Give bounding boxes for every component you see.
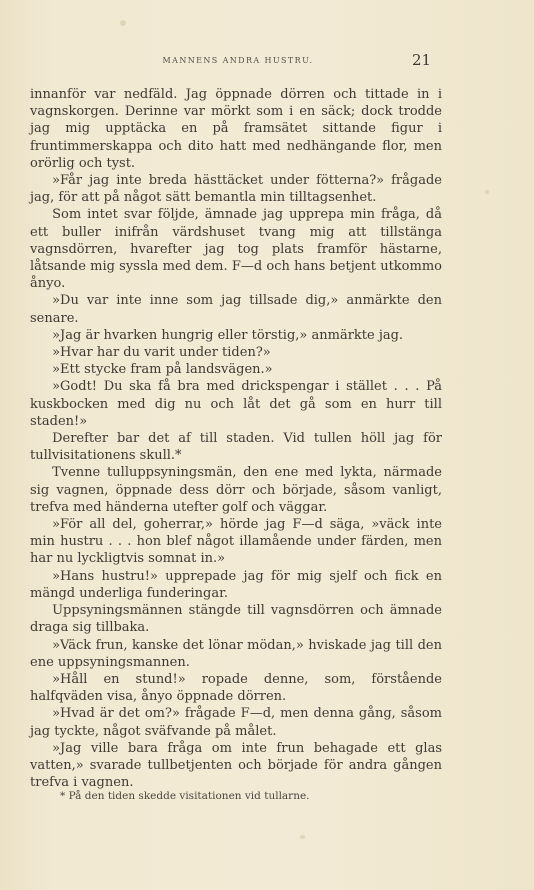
paragraph: Derefter bar det af till staden. Vid tullen höll jag för tullvisitationens skull.* [30, 431, 442, 464]
paragraph: Som intet svar följde, ämnade jag upprepa min fråga, då ett buller inifrån värdshuset tvang mig att tillstänga vagnsdörren, hvarefter jag tog plats framför hästarne, låtsande mig syssla med dem. F—d och hans betjent utkommo ånyo. [30, 207, 442, 292]
paragraph: innanför var nedfäld. Jag öppnade dörren och tittade in i vagnskorgen. Derinne var mörkt som i en säck; dock trodde jag mig upptäcka en på framsätet sittande figur i fruntimmerskappa och dito hatt med nedhängande flor, men orörlig och tyst. [30, 87, 442, 171]
paragraph: »Håll en stund!» ropade denne, som, förstående halfqväden visa, ånyo öppnade dörren. [30, 671, 442, 705]
body-text [30, 86, 442, 791]
paragraph: Tvenne tulluppsyningsmän, den ene med lykta, närmade sig vagnen, öppnade dess dörr och började, såsom vanligt, trefva med händerna utefter golf och väggar. [30, 465, 442, 515]
paragraph: »Jag är hvarken hungrig eller törstig,» anmärkte jag. [52, 327, 404, 343]
paragraph: »För all del, goherrar,» hörde jag F—d säga, »väck inte min hustru . . . hon blef något illamående under färden, men har nu lyckligtvis somnat in.» [30, 517, 442, 567]
paragraph: »Ett stycke fram på landsvägen.» [52, 362, 273, 378]
paragraph: »Hvar har du varit under tiden?» [52, 345, 271, 361]
paragraph: »Får jag inte breda hästtäcket under fötterna?» frågade jag, för att på något sätt bemantla min tilltagsenhet. [30, 173, 442, 206]
paragraph: »Hvad är det om?» frågade F—d, men denna gång, såsom jag tyckte, något sväfvande på målet. [30, 706, 442, 739]
page-number: 21 [412, 51, 432, 69]
paragraph: »Väck frun, kanske det lönar mödan,» hviskade jag till den ene uppsyningsmannen. [30, 637, 442, 670]
paper-stain [120, 20, 126, 26]
paragraph: Uppsyningsmännen stängde till vagnsdörren och ämnade draga sig tillbaka. [30, 603, 442, 636]
footnote: * På den tiden skedde visitationen vid tullarne. [60, 790, 310, 802]
paragraph: »Du var inte inne som jag tillsade dig,» anmärkte den senare. [30, 293, 442, 326]
paragraph: »Jag ville bara fråga om inte frun behagade ett glas vatten,» svarade tullbetjenten och började för andra gången trefva i vagnen. [30, 740, 442, 791]
paper-stain [300, 835, 305, 839]
paragraph: »Hans hustru!» upprepade jag för mig sjelf och fick en mängd underliga funderingar. [30, 568, 442, 601]
running-header: MANNENS ANDRA HUSTRU. [162, 56, 314, 65]
paragraph: »Godt! Du ska få bra med drickspengar i stället . . . På kuskbocken med dig nu och låt det gå som en hurr till staden!» [30, 379, 442, 429]
paper-stain [485, 190, 489, 194]
